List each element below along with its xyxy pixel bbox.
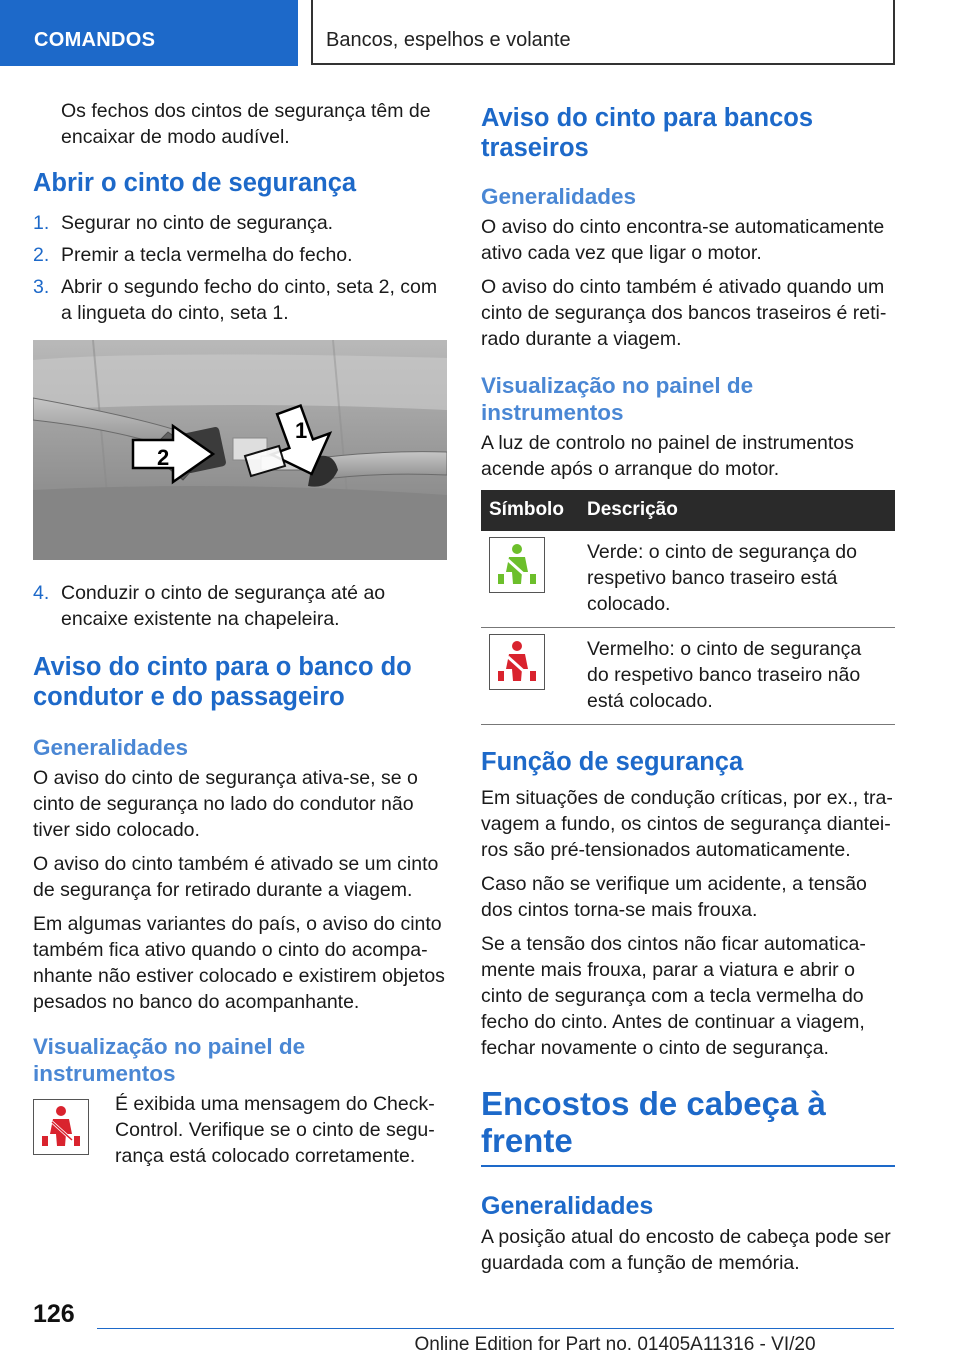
description-cell: Vermelho: o cinto de segurança do respetivo banco traseiro não está colocado. xyxy=(579,628,895,725)
table-row xyxy=(481,531,895,628)
heading-open-belt: Abrir o cinto de segurança xyxy=(33,169,357,197)
symbol-cell xyxy=(481,628,579,725)
heading-headrests: Encostos de cabeça à frente xyxy=(481,1085,826,1159)
right-column xyxy=(481,103,895,1284)
list-item xyxy=(33,210,447,236)
paragraph: Se a tensão dos cintos não ficar automaticamente mais frouxa, parar a viatura e abrir o cinto de segurança com a tecla vermelha do fecho do cinto. Antes de continuar a viagem, fechar novamente o cinto de segurança. xyxy=(481,933,866,1059)
paragraph: A luz de controlo no painel de instrumentos acende após o arranque do motor. xyxy=(481,432,854,480)
step-number: 4. xyxy=(33,582,50,604)
paragraph: O aviso do cinto também é ativado quando um cinto de segurança dos bancos traseiros é retirado durante a viagem. xyxy=(481,276,887,350)
paragraph: Em algumas variantes do país, o aviso do cinto também fica ativo quando o cinto do acompanhante não estiver colocado e existirem objetos pesados no banco do acompanhante. xyxy=(33,913,445,1013)
heading-general: Generalidades xyxy=(481,184,637,209)
column-header-symbol: Símbolo xyxy=(481,490,579,531)
paragraph: Em situações de condução críticas, por ex., travagem a fundo, os cintos de segurança dianteiros são pré-tensionados automaticamente. xyxy=(481,787,893,861)
chapter-tab: COMANDOS xyxy=(0,0,298,66)
step-text: Segurar no cinto de segurança. xyxy=(61,212,334,234)
seatbelt-photo xyxy=(33,340,447,560)
step-text: Premir a tecla vermelha do fecho. xyxy=(61,244,353,266)
paragraph: O aviso do cinto de segurança ativa-se, se o cinto de segurança no lado do condutor não tiver sido colocado. xyxy=(33,767,418,841)
list-item xyxy=(33,242,447,268)
page-number: 126 xyxy=(33,1300,75,1328)
step-number: 3. xyxy=(33,276,50,298)
step-text: Conduzir o cinto de segurança até ao encaixe existente na chapeleira. xyxy=(61,582,386,630)
table-row xyxy=(481,628,895,725)
heading-safety-function: Função de segurança xyxy=(481,748,744,776)
photo-label-1: 1 xyxy=(295,418,308,443)
paragraph: O aviso do cinto também é ativado se um cinto de segurança for retirado durante a viagem. xyxy=(33,853,439,901)
list-item xyxy=(33,274,447,326)
step-text: Abrir o segundo fecho do cinto, seta 2, com a lingueta do cinto, seta 1. xyxy=(61,276,438,324)
section-title: Bancos, espelhos e volante xyxy=(311,0,895,65)
photo-label-2: 2 xyxy=(157,445,170,470)
step-number: 2. xyxy=(33,244,50,266)
seatbelt-red-icon xyxy=(489,634,545,690)
heading-rear-warning: Aviso do cinto para bancos traseiros xyxy=(481,104,814,162)
footer-divider xyxy=(97,1328,894,1329)
seatbelt-warning-icon xyxy=(33,1099,89,1155)
steps-list xyxy=(33,210,447,326)
paragraph: O aviso do cinto encontra-se automaticamente ativo cada vez que ligar o motor. xyxy=(481,216,885,264)
symbol-cell xyxy=(481,531,579,628)
heading-driver-warning: Aviso do cinto para o banco do condutor e do passageiro xyxy=(33,653,412,711)
steps-list-continued xyxy=(33,580,447,632)
heading-display: Visualização no painel de instrumentos xyxy=(481,373,754,425)
left-column xyxy=(33,98,447,1177)
footer-edition: Online Edition for Part no. 01405A11316 - VI/20 xyxy=(414,1334,816,1355)
seatbelt-green-icon xyxy=(489,537,545,593)
column-header-description: Descrição xyxy=(579,490,895,531)
display-note-text: É exibida uma mensagem do Check-Control. Verifique se o cinto de segurança está colocado corretamente. xyxy=(115,1093,435,1167)
list-item xyxy=(33,580,447,632)
symbol-table xyxy=(481,490,895,725)
headrest-heading-block xyxy=(481,1085,895,1167)
display-note xyxy=(33,1091,447,1169)
paragraph: A posição atual do encosto de cabeça pode ser guardada com a função de memória. xyxy=(481,1226,891,1274)
table-header-row xyxy=(481,490,895,531)
paragraph: Caso não se verifique um acidente, a tensão dos cintos torna-se mais frouxa. xyxy=(481,873,867,921)
step-number: 1. xyxy=(33,212,50,234)
heading-general: Generalidades xyxy=(33,735,189,760)
heading-display: Visualização no painel de instrumentos xyxy=(33,1034,306,1086)
intro-text: Os fechos dos cintos de segurança têm de encaixar de modo audível. xyxy=(61,100,431,148)
description-cell: Verde: o cinto de segurança do respetivo banco traseiro está colocado. xyxy=(579,531,895,628)
heading-general: Generalidades xyxy=(481,1192,654,1220)
